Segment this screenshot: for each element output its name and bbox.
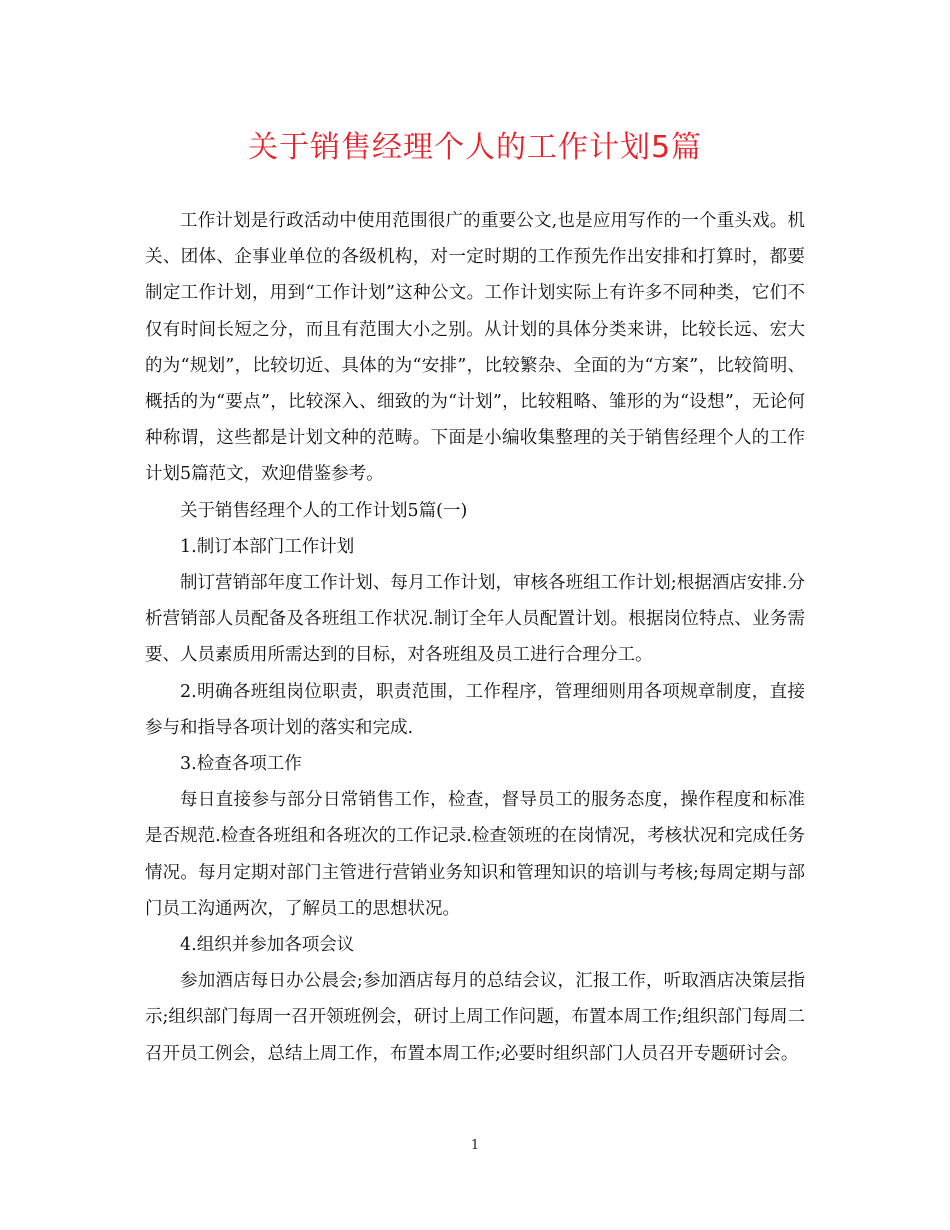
item-heading-4: 4.组织并参加各项会议 — [180, 935, 355, 956]
section-heading: 关于销售经理个人的工作计划5篇(一) — [180, 500, 468, 521]
item-heading-1: 1.制订本部门工作计划 — [180, 536, 355, 557]
item-heading-3: 3.检查各项工作 — [180, 754, 302, 775]
document-title: 关于销售经理个人的工作计划5篇 — [247, 130, 703, 165]
intro-paragraph: 工作计划是行政活动中使用范围很广的重要公文,也是应用写作的一个重头戏。机关、团体、企事业单位的各级机构，对一定时期的工作预先作出安排和打算时，都要制定工作计划，用到“工作计划”这种公文。工作计划实际上有许多不同种类，它们不仅有时间长短之分，而且有范围大小之别。从计划的具体分类来讲，比较长远、宏大的为“规划”，比较切近、具体的为“安排”，比较繁杂、全面的为“方案”，比较简明、概括的为“要点”，比较深入、细致的为“计划”，比较粗略、雏形的为“设想”，无论何种称谓，这些都是计划文种的范畴。下面是小编收集整理的关于销售经理个人的工作计划5篇范文，欢迎借鉴参考。 — [145, 211, 805, 485]
document-body — [145, 203, 805, 1072]
body-paragraph: 每日直接参与部分日常销售工作，检查，督导员工的服务态度，操作程度和标准是否规范.检查各班组和各班次的工作记录.检查领班的在岗情况，考核状况和完成任务情况。每月定期对部门主管进行营销业务知识和管理知识的培训与考核;每周定期与部门员工沟通两次，了解员工的思想状况。 — [145, 790, 805, 919]
page-number: 1 — [470, 1138, 480, 1153]
body-paragraph: 制订营销部年度工作计划、每月工作计划，审核各班组工作计划;根据酒店安排.分析营销部人员配备及各班组工作状况.制订全年人员配置计划。根据岗位特点、业务需要、人员素质用所需达到的目标，对各班组及员工进行合理分工。 — [145, 573, 805, 666]
body-paragraph: 参加酒店每日办公晨会;参加酒店每月的总结会议，汇报工作，听取酒店决策层指示;组织部门每周一召开领班例会，研讨上周工作问题，布置本周工作;组织部门每周二召开员工例会，总结上周工作，布置本周工作;必要时组织部门人员召开专题研讨会。 — [145, 971, 805, 1064]
item-heading-2: 2.明确各班组岗位职责，职责范围，工作程序，管理细则用各项规章制度，直接参与和指导各项计划的落实和完成. — [145, 681, 805, 738]
